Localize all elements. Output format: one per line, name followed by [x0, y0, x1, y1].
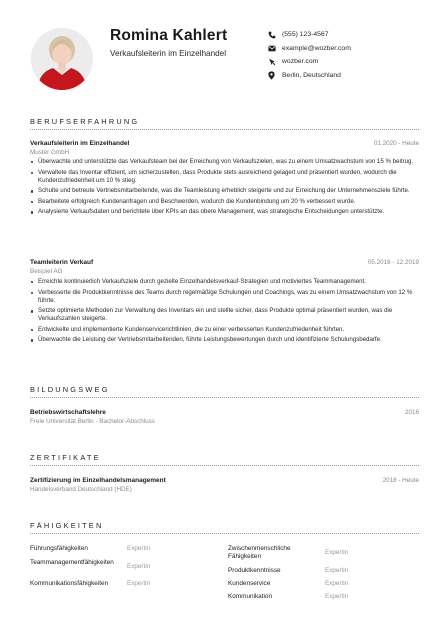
profile-photo — [31, 28, 93, 90]
skill-name: Kommunikationsfähigkeiten — [30, 580, 109, 587]
section-title-education: BILDUNGSWEG — [30, 385, 110, 394]
section-divider — [30, 129, 419, 130]
skill-level: Expertin — [325, 549, 349, 556]
job-bullets — [30, 278, 416, 347]
degree-institution: Freie Universität Berlin - Bachelor-Abschluss — [30, 418, 155, 425]
certificate-date: 2018 - Heute — [382, 477, 419, 484]
certificate-issuer: Handelsverband Deutschland (HDE) — [30, 486, 132, 493]
job-dates: 05.2016 - 12.2019 — [367, 259, 419, 266]
skill-level: Expertin — [127, 545, 151, 552]
section-divider — [30, 533, 419, 534]
bullet-item: Entwickelte und implementierte Kundenservicerichtlinien, die zu einer verbesserten Kundenzufriedenheit führten. — [30, 326, 416, 334]
contact-list — [268, 28, 428, 82]
bullet-item: Schulte und betreute Vertriebsmitarbeitende, was die Teamleistung erheblich steigerte und zur Erreichung der Unternehmensziele führte. — [30, 187, 416, 195]
contact-location — [268, 69, 428, 82]
skill-name: Produktkenntnisse — [228, 567, 281, 574]
skill-name: Kommunikation — [228, 593, 273, 600]
phone-text: (555) 123-4567 — [282, 31, 329, 38]
website-link[interactable]: wozber.com — [282, 58, 319, 65]
skill-name: Zwischenmenschliche Fähigkeiten — [228, 545, 291, 560]
contact-email — [268, 42, 428, 55]
degree-date: 2016 — [404, 409, 419, 416]
skill-level: Expertin — [325, 580, 349, 587]
job-bullets — [30, 158, 416, 219]
certificate-title: Zertifizierung im Einzelhandelsmanagement — [30, 477, 166, 484]
job-dates: 01.2020 - Heute — [373, 140, 419, 147]
bullet-item: Überwachte die Leistung der Vertriebsmitarbeitenden, führte Leistungsbewertungen durch und identifizierte Schulungsbedarfe. — [30, 336, 416, 344]
contact-phone — [268, 28, 428, 41]
phone-icon — [268, 30, 281, 40]
skill-name: Führungsfähigkeiten — [30, 545, 88, 552]
bullet-item: Verbesserte die Produktkenntnisse des Teams durch regelmäßige Schulungen und Coachings, was zu einem Umsatzwachstum von 12 % führte. — [30, 289, 416, 305]
section-title-skills: FÄHIGKEITEN — [30, 521, 104, 530]
bullet-item: Verwaltete das Inventar effizient, um sicherzustellen, dass Produkte stets ausreichend gelagert und präsentiert wurden, wodurch die Kundenzufriedenheit um 10 % stieg. — [30, 169, 416, 185]
location-text: Berlin, Deutschland — [282, 71, 341, 79]
bullet-item: Setzte optimierte Methoden zur Verwaltung des Inventars ein und stellte sicher, dass Produkte optimal präsentiert wurden, was die Verkaufszahlen steigerte. — [30, 307, 416, 323]
candidate-name: Romina Kahlert — [110, 27, 228, 44]
skill-name: Teammanagementfähigkeiten — [30, 559, 114, 566]
bullet-item: Erreichte kontinuierlich Verkaufsziele durch gezielte Einzelhandelsverkauf-Strategien und motiviertes Teammanagement. — [30, 278, 416, 286]
skill-level: Expertin — [127, 580, 151, 587]
job-title: Verkaufsleiterin im Einzelhandel — [30, 140, 130, 147]
company-name: Muster GmbH — [30, 149, 70, 156]
avatar — [31, 28, 93, 90]
job-title: Teamleiterin Verkauf — [30, 259, 94, 266]
mail-icon — [268, 43, 281, 53]
section-title-certificates: ZERTIFIKATE — [30, 453, 101, 462]
section-divider — [30, 397, 419, 398]
company-name: Beispiel AG — [30, 268, 63, 275]
bullet-item: Analysierte Verkaufsdaten und berichtete über KPIs an das obere Management, was strategische Entscheidungen unterstützte. — [30, 208, 416, 216]
section-title-experience: BERUFSERFAHRUNG — [30, 117, 140, 126]
job-headline: Verkaufsleiterin im Einzelhandel — [110, 49, 227, 58]
email-link[interactable]: example@wozber.com — [282, 44, 351, 52]
skill-level: Expertin — [325, 567, 349, 574]
section-divider — [30, 465, 419, 466]
skill-name: Kundenservice — [228, 580, 271, 587]
location-pin-icon — [268, 70, 281, 80]
contact-website — [268, 55, 428, 68]
bullet-item: Überwachte und unterstützte das Verkaufsteam bei der Erreichung von Verkaufszielen, was zu einem Umsatzwachstum von 15 % beitrug. — [30, 158, 416, 166]
degree-title: Betriebswirtschaftslehre — [30, 409, 106, 416]
link-icon — [268, 57, 281, 67]
skill-level: Expertin — [325, 593, 349, 600]
skill-level: Expertin — [127, 563, 151, 570]
bullet-item: Bearbeitete erfolgreich Kundenanfragen und Beschwerden, wodurch die Kundenbindung um 20 % verbessert wurde. — [30, 198, 416, 206]
